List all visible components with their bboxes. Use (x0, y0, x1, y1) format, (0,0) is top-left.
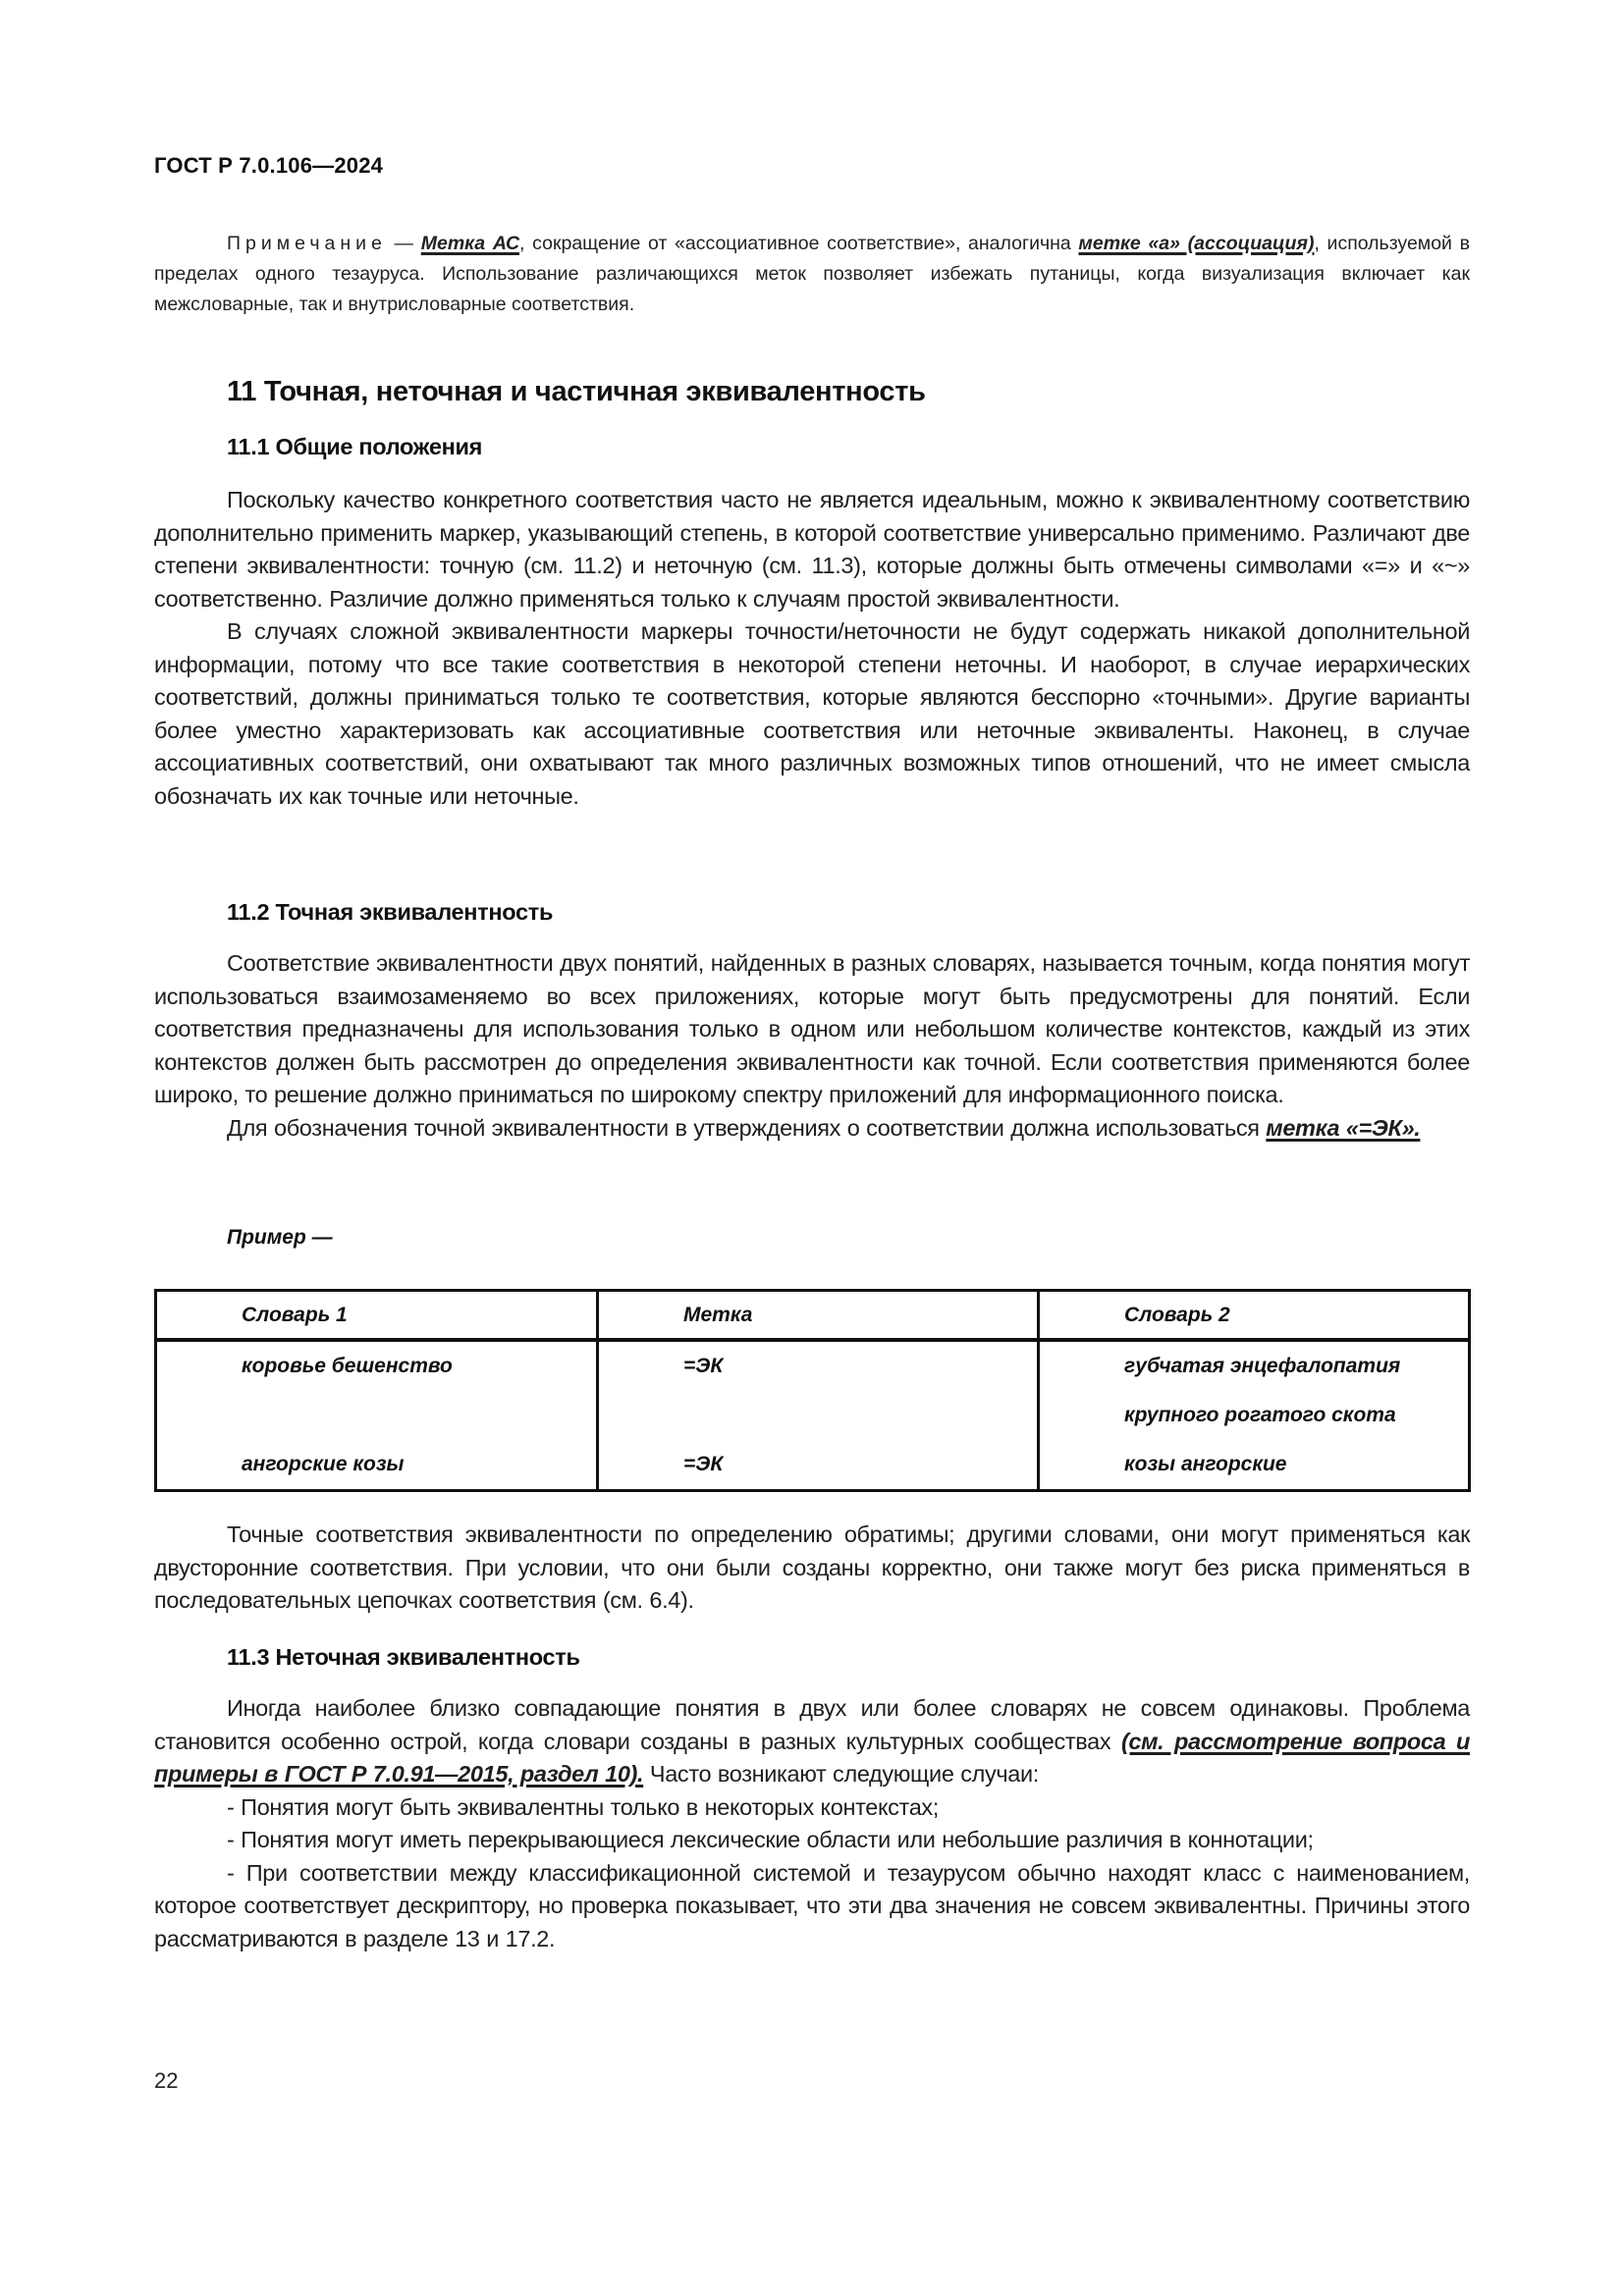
gost-reference-link[interactable]: (см. рассмотрение вопроса и примеры в ГОСТ Р 7.0.91—2015, раздел 10). (154, 1728, 1470, 1787)
note-text-1: , сокращение от «ассоциативное соответствие», аналогична (519, 233, 1079, 254)
table-row (156, 1391, 1470, 1440)
note-dash: — (386, 233, 421, 254)
list-item: - Понятия могут иметь перекрывающиеся лексические области или небольшие различия в коннотации; (227, 1827, 1314, 1852)
document-header-standard-id: ГОСТ Р 7.0.106—2024 (154, 153, 384, 178)
section-11-2-body (154, 947, 1470, 1145)
list-item: - При соответствии между классификационной системой и тезаурусом обычно находят класс с наименованием, которое соответствует дескриптору, но проверка показывает, что эти два значения не совсем эквивалентны. Причины этого рассматриваются в разделе 13 и 17.2. (154, 1859, 1470, 1951)
paragraph (154, 1692, 1470, 1791)
column-header-vocabulary-1: Словарь 1 (156, 1291, 598, 1341)
section-11-3-heading: 11.3 Неточная эквивалентность (227, 1644, 580, 1670)
table-cell: =ЭК (598, 1440, 1039, 1491)
note-label: Примечание (227, 233, 387, 254)
table-cell (156, 1391, 598, 1440)
section-11-1-heading: 11.1 Общие положения (227, 434, 483, 459)
section-11-1-body (154, 484, 1470, 813)
note-text-2: , используемой в пределах одного тезауруса. Использование различающихся меток позволяет избежать путаницы, когда визуализация включает как межсловарные, так и внутрисловарные соответствия. (154, 233, 1470, 315)
after-table-body (154, 1519, 1470, 1618)
column-header-vocabulary-2: Словарь 2 (1039, 1291, 1470, 1341)
example-label: Пример — (227, 1226, 333, 1249)
note-term-ac-link[interactable]: Метка АС (420, 233, 520, 254)
label-sentence-text: Для обозначения точной эквивалентности в утверждениях о соответствии должна использоваться (227, 1114, 1267, 1141)
paragraph: В случаях сложной эквивалентности маркеры точности/неточности не будут содержать никакой дополнительной информации, потому что все такие соответствия в некоторой степени неточны. И наоборот, в случае иерархических соответствий, должны приниматься только те соответствия, которые являются бесспорно «точными». Другие варианты более уместно характеризовать как ассоциативные соответствия или неточные эквиваленты. Наконец, в случае ассоциативных соответствий, они охватывают так много различных возможных типов отношений, что не имеет смысла обозначать их как точные или неточные. (154, 618, 1470, 809)
note-block (154, 229, 1470, 320)
label-sentence (154, 1112, 1470, 1146)
table-row (156, 1440, 1470, 1491)
table-cell: козы ангорские (1039, 1440, 1470, 1491)
table-cell: коровье бешенство (156, 1340, 598, 1391)
paragraph: Точные соответствия эквивалентности по определению обратимы; другими словами, они могут применяться как двусторонние соответствия. При условии, что они были созданы корректно, они также могут без риска применяться в последовательных цепочках соответствия (см. 6.4). (154, 1522, 1470, 1613)
page-number: 22 (154, 2068, 179, 2093)
section-11-heading: 11 Точная, неточная и частичная эквивалентность (227, 376, 926, 407)
intro-text: Иногда наиболее близко совпадающие понятия в двух или более словарях не совсем одинаковы. Проблема становится особенно острой, когда словари созданы в разных культурных сообществах (154, 1695, 1470, 1754)
label-term-ek-link[interactable]: метка «=ЭК». (1266, 1114, 1421, 1141)
list-item: - Понятия могут быть эквивалентны только в некоторых контекстах; (227, 1793, 940, 1820)
intro-tail: Часто возникают следующие случаи: (643, 1761, 1039, 1787)
table-cell: крупного рогатого скота (1039, 1391, 1470, 1440)
note-term-a-link[interactable]: метке «а» (ассоциация) (1078, 233, 1315, 254)
table-cell (598, 1391, 1039, 1440)
table-cell: губчатая энцефалопатия (1039, 1340, 1470, 1391)
mapping-example-table (154, 1289, 1471, 1492)
table-cell: ангорские козы (156, 1440, 598, 1491)
column-header-label: Метка (598, 1291, 1039, 1341)
table-row (156, 1340, 1470, 1391)
paragraph: Соответствие эквивалентности двух понятий, найденных в разных словарях, называется точным, когда понятия могут использоваться взаимозаменяемо во всех приложениях, которые могут быть предусмотрены для понятий. Если соответствия предназначены для использования только в одном или небольшом количестве контекстов, каждый из этих контекстов должен быть рассмотрен до определения эквивалентности как точной. Если соответствия применяются более широко, то решение должно приниматься по широкому спектру приложений для информационного поиска. (154, 950, 1470, 1107)
table-cell: =ЭК (598, 1340, 1039, 1391)
table-header-row (156, 1291, 1470, 1341)
section-11-3-body (154, 1692, 1470, 1955)
section-11-2-heading: 11.2 Точная эквивалентность (227, 899, 554, 925)
paragraph: Поскольку качество конкретного соответствия часто не является идеальным, можно к эквивалентному соответствию дополнительно применить маркер, указывающий степень, в которой соответствие универсально применимо. Различают две степени эквивалентности: точную (см. 11.2) и неточную (см. 11.3), которые должны быть отмечены символами «=» и «~» соответственно. Различие должно применяться только к случаям простой эквивалентности. (154, 487, 1470, 612)
